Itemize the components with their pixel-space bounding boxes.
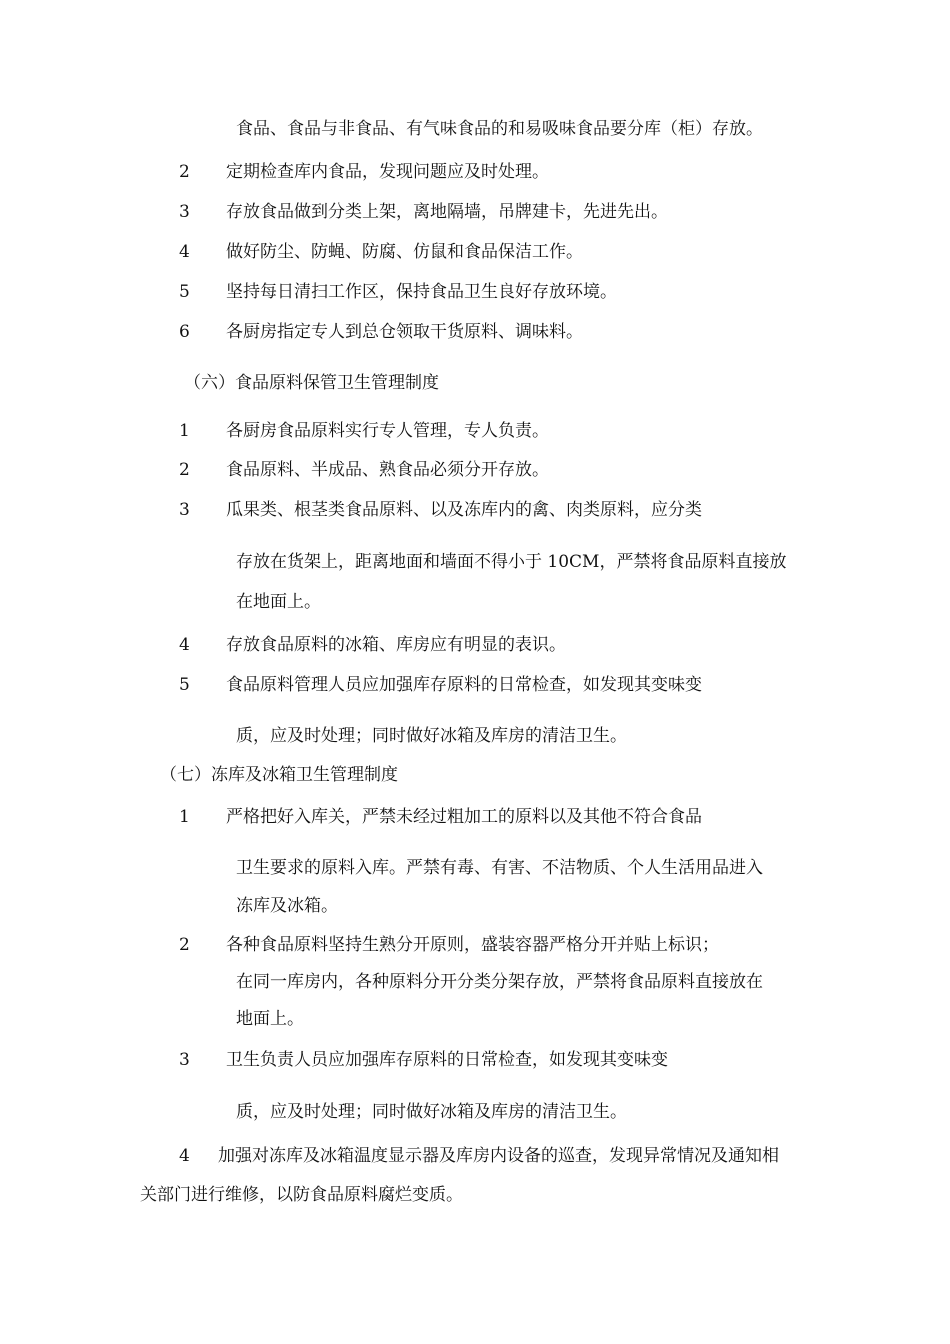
- list-item-text: 做好防尘、防蝇、防腐、仿鼠和食品保洁工作。: [226, 242, 583, 262]
- section-heading: （七）冻库及冰箱卫生管理制度: [160, 765, 398, 785]
- list-item-number: 2: [179, 460, 190, 480]
- list-item-number: 2: [179, 935, 190, 955]
- list-item-continuation: 地面上。: [236, 1009, 304, 1029]
- list-item-continuation: 质，应及时处理；同时做好冰箱及库房的清洁卫生。: [236, 1102, 627, 1122]
- list-item-number: 5: [179, 675, 190, 695]
- list-item-number: 1: [179, 807, 190, 827]
- list-item-text: 食品原料、半成品、熟食品必须分开存放。: [226, 460, 549, 480]
- list-item-continuation: 在地面上。: [236, 592, 321, 612]
- paragraph-continuation: 食品、食品与非食品、有气味食品的和易吸味食品要分库（柜）存放。: [236, 119, 763, 139]
- list-item-continuation: 存放在货架上，距离地面和墙面不得小于 10CM，严禁将食品原料直接放: [236, 552, 787, 572]
- list-item-continuation: 冻库及冰箱。: [236, 896, 338, 916]
- list-item-text: 严格把好入库关，严禁未经过粗加工的原料以及其他不符合食品: [226, 807, 702, 827]
- list-item-continuation: 在同一库房内，各种原料分开分类分架存放，严禁将食品原料直接放在: [236, 972, 763, 992]
- list-item-number: 1: [179, 421, 190, 441]
- list-item-text: 存放食品做到分类上架，离地隔墙，吊牌建卡，先进先出。: [226, 202, 668, 222]
- list-item-text: 加强对冻库及冰箱温度显示器及库房内设备的巡查，发现异常情况及通知相: [218, 1146, 779, 1166]
- list-item-text: 各厨房指定专人到总仓领取干货原料、调味料。: [226, 322, 583, 342]
- list-item-text: 存放食品原料的冰箱、库房应有明显的表识。: [226, 635, 566, 655]
- list-item-text: 卫生负责人员应加强库存原料的日常检查，如发现其变味变: [226, 1050, 668, 1070]
- list-item-continuation: 质，应及时处理；同时做好冰箱及库房的清洁卫生。: [236, 726, 627, 746]
- list-item-text: 食品原料管理人员应加强库存原料的日常检查，如发现其变味变: [226, 675, 702, 695]
- list-item-text: 坚持每日清扫工作区，保持食品卫生良好存放环境。: [226, 282, 617, 302]
- list-item-text: 各厨房食品原料实行专人管理，专人负责。: [226, 421, 549, 441]
- list-item-number: 2: [179, 162, 190, 182]
- list-item-number: 6: [179, 322, 190, 342]
- list-item-number: 5: [179, 282, 190, 302]
- list-item-number: 3: [179, 500, 190, 520]
- list-item-text: 各种食品原料坚持生熟分开原则，盛装容器严格分开并贴上标识；: [226, 935, 719, 955]
- list-item-number: 4: [179, 1146, 190, 1166]
- list-item-continuation: 关部门进行维修，以防食品原料腐烂变质。: [140, 1185, 463, 1205]
- list-item-text: 定期检查库内食品，发现问题应及时处理。: [226, 162, 549, 182]
- list-item-number: 4: [179, 635, 190, 655]
- list-item-number: 3: [179, 202, 190, 222]
- list-item-number: 3: [179, 1050, 190, 1070]
- list-item-continuation: 卫生要求的原料入库。严禁有毒、有害、不洁物质、个人生活用品进入: [236, 858, 763, 878]
- list-item-number: 4: [179, 242, 190, 262]
- list-item-text: 瓜果类、根茎类食品原料、以及冻库内的禽、肉类原料，应分类: [226, 500, 702, 520]
- section-heading: （六）食品原料保管卫生管理制度: [184, 373, 439, 393]
